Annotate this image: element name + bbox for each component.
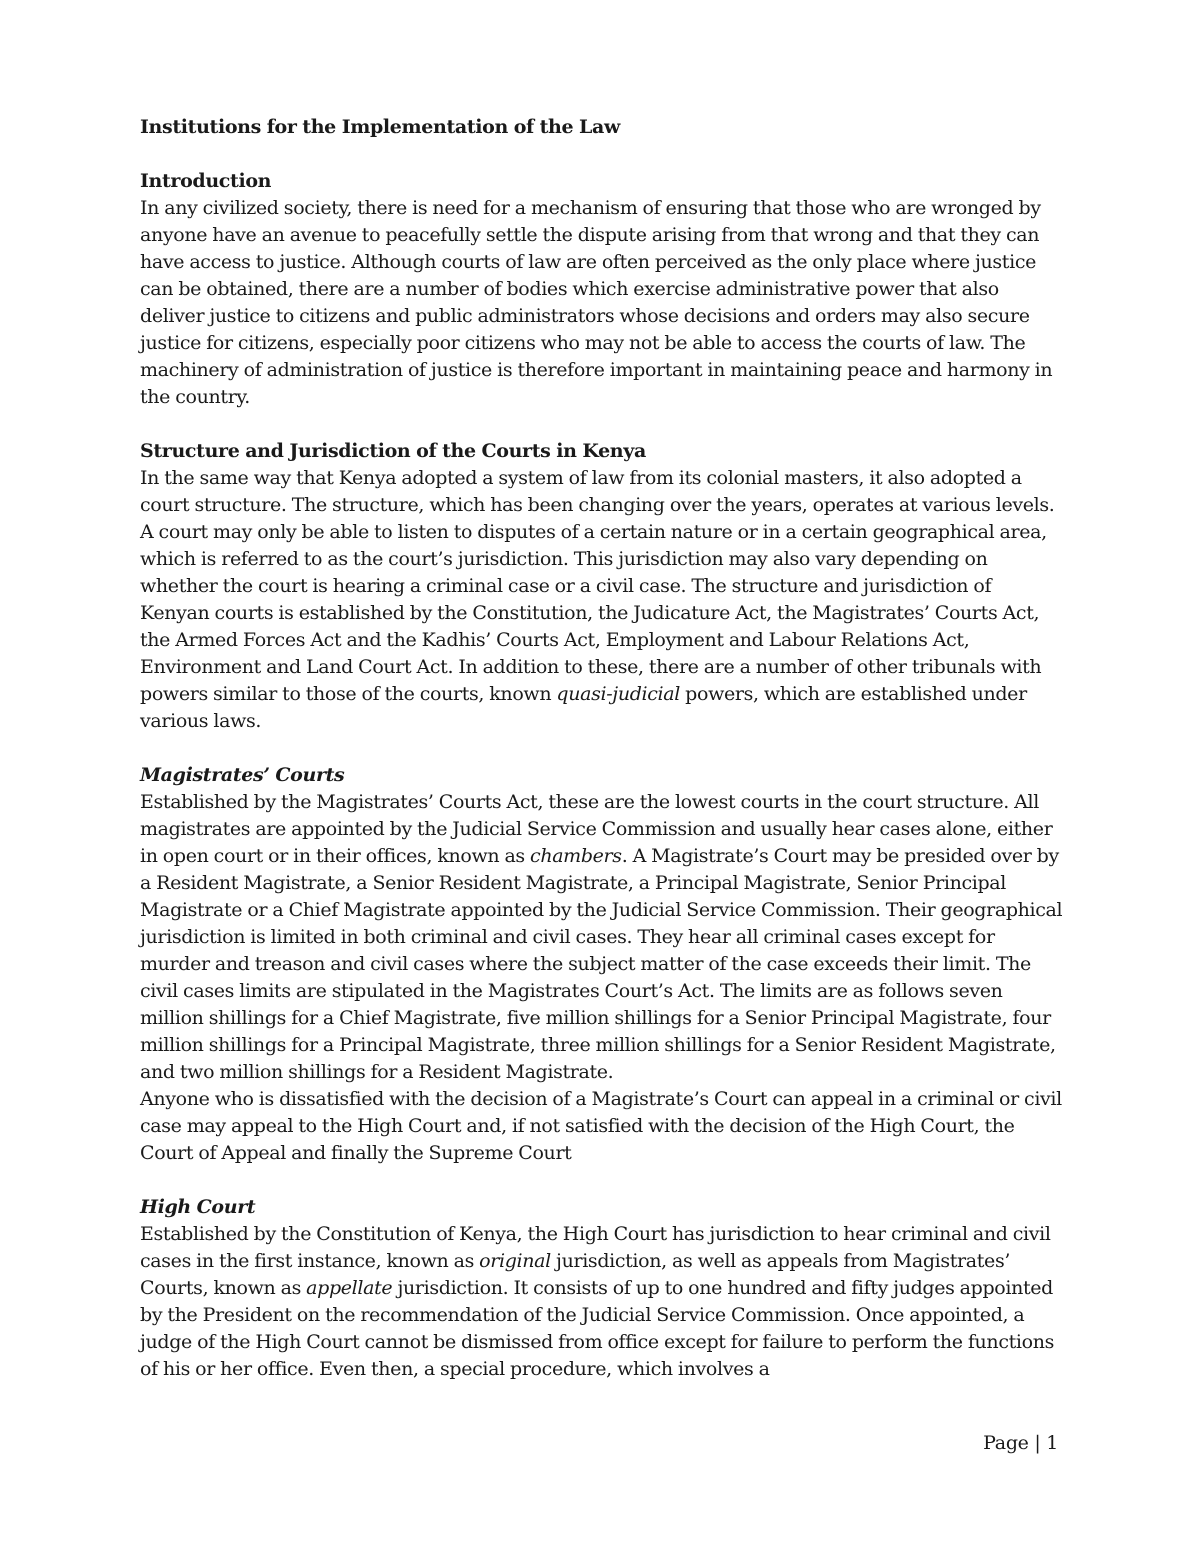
- text-run: In the same way that Kenya adopted a system of law from its colonial masters, it also adopted a court structure. The structure, which has been changing over the years, operates at various levels. A court may only be able to listen to disputes of a certain nature or in a certain geographical area, which is referred to as the court’s jurisdiction. This jurisdiction may also vary depending on whether the court is hearing a criminal case or a civil case. The structure and jurisdiction of Kenyan courts is established by the Constitution, the Judicature Act, the Magistrates’ Courts Act, the Armed Forces Act and the Kadhis’ Courts Act, Employment and Labour Relations Act, Environment and Land Court Act. In addition to these, there are a number of other tribunals with powers similar to those of the courts, known: [140, 467, 1055, 705]
- heading-structure-jurisdiction: Structure and Jurisdiction of the Courts in Kenya: [140, 440, 646, 462]
- paragraph-high-court: [140, 1221, 1065, 1383]
- emphasis-appellate: appellate: [306, 1277, 393, 1299]
- text-run: powers, which are established under various laws.: [140, 683, 1027, 732]
- paragraph-magistrates-courts: [140, 789, 1065, 1086]
- emphasis-original: original: [479, 1250, 551, 1272]
- paragraph-magistrates-appeal: Anyone who is dissatisfied with the decision of a Magistrate’s Court can appeal in a criminal or civil case may appeal to the High Court and, if not satisfied with the decision of the High Court, the Court of Appeal and finally the Supreme Court: [140, 1088, 1062, 1164]
- text-run: jurisdiction, as well as appeals from Magistrates’ Courts, known as: [140, 1250, 1011, 1299]
- text-run: . A Magistrate’s Court may be presided over by a Resident Magistrate, a Senior Resident Magistrate, a Principal Magistrate, Senior Principal Magistrate or a Chief Magistrate appointed by the Judicial Service Commission. Their geographical jurisdiction is limited in both criminal and civil cases. They hear all criminal cases except for murder and treason and civil cases where the subject matter of the case exceeds their limit. The civil cases limits are stipulated in the Magistrates Court’s Act. The limits are as follows seven million shillings for a Chief Magistrate, five million shillings for a Senior Principal Magistrate, four million shillings for a Principal Magistrate, three million shillings for a Senior Resident Magistrate, and two million shillings for a Resident Magistrate.: [140, 845, 1063, 1083]
- text-run: Established by the Magistrates’ Courts Act, these are the lowest courts in the court structure. All magistrates are appointed by the Judicial Service Commission and usually hear cases alone, either in open court or in their offices, known as: [140, 791, 1053, 867]
- document-title: Institutions for the Implementation of the Law: [140, 116, 620, 138]
- paragraph-spacer: [140, 411, 1065, 438]
- text-run: jurisdiction. It consists of up to one hundred and fifty judges appointed by the President on the recommendation of the Judicial Service Commission. Once appointed, a judge of the High Court cannot be dismissed from office except for failure to perform the functions of his or her office. Even then, a special procedure, which involves a: [140, 1277, 1055, 1380]
- paragraph-introduction: In any civilized society, there is need for a mechanism of ensuring that those who are wronged by anyone have an avenue to peacefully settle the dispute arising from that wrong and that they can have access to justice. Although courts of law are often perceived as the only place where justice can be obtained, there are a number of bodies which exercise administrative power that also deliver justice to citizens and public administrators whose decisions and orders may also secure justice for citizens, especially poor citizens who may not be able to access the courts of law. The machinery of administration of justice is therefore important in maintaining peace and harmony in the country.: [140, 197, 1053, 408]
- page-number-footer: Page | 1: [983, 1432, 1058, 1454]
- heading-introduction: Introduction: [140, 170, 272, 192]
- emphasis-chambers: chambers: [530, 845, 622, 867]
- heading-high-court: High Court: [140, 1196, 256, 1218]
- emphasis-quasi-judicial: quasi-judicial: [556, 683, 680, 705]
- text-run: Established by the Constitution of Kenya, the High Court has jurisdiction to hear criminal and civil cases in the first instance, known as: [140, 1223, 1051, 1272]
- paragraph-spacer: [140, 735, 1065, 762]
- heading-magistrates-courts: Magistrates’ Courts: [140, 764, 345, 786]
- paragraph-structure-jurisdiction: [140, 465, 1065, 735]
- document-body: [140, 114, 1065, 1383]
- paragraph-spacer: [140, 1167, 1065, 1194]
